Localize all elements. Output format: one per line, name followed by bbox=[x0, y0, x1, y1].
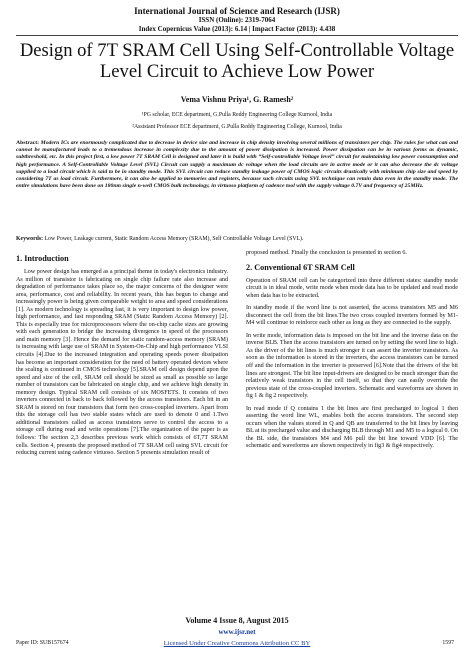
journal-link[interactable]: www.ijsr.net bbox=[218, 628, 256, 636]
header-divider bbox=[16, 35, 458, 36]
keywords-label: Keywords: bbox=[16, 236, 44, 242]
paragraph-standby: In standby mode if the word line is not asserted, the access transistors M5 and M6 disconnect the cell from the bit lines.The two cross coupled inverters formed by M1-M4 will continue to reinforce each other as long as they are connected to the supply. bbox=[246, 305, 458, 327]
affiliation-1: ¹PG scholar, ECE department, G.Pulla Reddy Engineering College Kurnool, India bbox=[141, 112, 333, 118]
authors: Vema Vishnu Priya¹, G. Ramesh² bbox=[180, 95, 294, 104]
paragraph-write: In write mode, information data is imposed on the bit line and the inverse data on the inverse BLB. Then the access transistors are turned on by setting the word line to high. As the driver of the bit lines is much stronger it can assert the inverter transistors. As soon as the information is stored in the inverters, the access transistors can be turned off and the information in the inverter is preserved [6].Note that the drivers of the bit lines are strongest. The bit line input-drivers are designed to be much stronger than the relatively weak transistors in the cell itself, so that they can easily override the previous state of the cross-coupled inverters. Schematic and waveforms are shown in fig 1 & fig 2 respectively. bbox=[246, 332, 458, 400]
abstract-label: Abstract: bbox=[16, 140, 40, 146]
abstract-text: Modern ICs are enormously complicated due to decrease in device size and increase in chip density involving several millions of transistors per chip. The rules for what can and cannot be manufactured leads to a tremendous increase in complexity due to the amount of power dissipation is increased. Power dissipation can be in various forms as dynamic, subthreshold, etc. In this project first, a low power 7T SRAM Cell is designed and later it is build with “Self-controllable Voltage level” circuit for maintaining low power consumption and high performance. A Self-Controllable Voltage Level (SVL) Circuit can supply a maximum dc voltage when the load circuits are in active mode or it can also decrease the dc voltage supplied to a load circuit which is said to be in standby mode. This SVL circuit can reduce standby leakage power of CMOS logic circuits drastically with minimum chip size and speed by considering 7T as load circuit. Furthermore, it can also be applied to memories and registers, because such circuits using SVL technique can retain data even in the standby mode. The entire simulations have been done on 180nm single n-well CMOS bulk technology, in virtuoso platform of cadence tool with the supply voltage 0.7V and frequency of 25MHz. bbox=[16, 140, 459, 190]
impact-factor: Index Copernicus Value (2013): 6.14 | Impact Factor (2013): 4.438 bbox=[138, 25, 336, 33]
introduction-continuation: proposed method. Finally the conclusion is presented in section 6. bbox=[246, 250, 407, 256]
keywords bbox=[16, 236, 458, 243]
section-heading-6t-sram: 2. Conventional 6T SRAM Cell bbox=[246, 262, 355, 272]
abstract bbox=[16, 140, 458, 190]
paragraph-read: In read mode if Q contains 1 the bit lines are first precharged to logical 1 then asserting the word line WL, enables both the access transistors. The second step occurs when the values stored in Q and QB are transferred to the bit lines by leaving BL at its precharged value and discharging BLB through M1 and M5 to a logical 0. On the BL side, the transistors M4 and M6 pull the bit line toward VDD [6]. The schematic and waveforms are shown respectively in fig3 & fig4 respectively. bbox=[246, 405, 458, 450]
right-column bbox=[246, 250, 458, 456]
paper-title: Design of 7T SRAM Cell Using Self-Controllable Voltage Level Circuit to Achieve Low Power bbox=[19, 40, 455, 82]
license-link[interactable]: Licensed Under Creative Commons Attribution CC BY bbox=[163, 640, 311, 647]
footer-url[interactable] bbox=[0, 628, 474, 636]
introduction-paragraph: Low power design has emerged as a principal theme in today's electronics industry. As million of transistor is fabricating on single chip failure rate also increase and degradation of performance takes place so, the major concerns of the designer were area, performance, cost and reliability. In recent years, this has begun to change and increasingly power is being given comparable weight to area and speed considerations [1]. As modern technology is spreading fast, it is very important to design low power, high performance, and fast responding SRAM (Static Random Access Memory) [2]. This is especially true for microprocessors where the on-chip cache sizes are growing with each generation to bridge the increasing divergence in speed of the processors and main memory [3]. Hence the demand for static random-access memory (SRAM) is increasing with large use of SRAM in System-On-Chip and high performance VLSI circuits [4].Due to the increased integration and operating speeds power dissipation has become an important consideration for the need of battery operated devices where the scaling is continued in CMOS technology [5].SRAM cell design depend upon the speed and size of the cell, SRAM cell should be sized as small as possible so large number of transistors can be fabricated on single chip, and we achieve high density in memory design. Typical SRAM cell consists of six MOSFETS. It consists of two inverters connected in back to back followed by the access transistors. Each bit in an SRAM is stored on four transistors that form two cross-coupled inverters. Apart from this the storage cell has two stable states which are used to denote 0 and 1.Two additional transistors called as access transistors serve to control the access to a storage cell during read and write operations [7].The organization of the paper is as follows: The section 2,3 describes previous work which consists of 6T,7T SRAM cells. Section 4, presents the proposed method of 7T SRAM cell using SVL circuit for reducing current using cadence virtuoso. Section 5 presents simulation result of bbox=[16, 269, 228, 457]
affiliation-2: ²Assistant Professor ECE department, G.Pulla Reddy Engineering College, Kurnool, India bbox=[132, 124, 342, 130]
section-heading-introduction: 1. Introduction bbox=[16, 254, 69, 263]
issn: ISSN (Online): 2319-7064 bbox=[198, 16, 276, 24]
paragraph-operation: Operation of SRAM cell can be categorized into three different states: standby mode circuit is in ideal mode, write mode when mode data has to be updated and read mode when data has to be extracted. bbox=[246, 277, 458, 299]
journal-name: International Journal of Science and Research (IJSR) bbox=[134, 6, 340, 16]
page-number: 1597 bbox=[442, 640, 454, 646]
keywords-text: Low Power, Leakage current, Static Random Access Memory (SRAM), Self Controllable Voltage Level (SVL). bbox=[44, 236, 304, 242]
footer-volume: Volume 4 Issue 8, August 2015 bbox=[185, 616, 289, 625]
left-column bbox=[16, 250, 228, 463]
paper-id: Paper ID: SUB157674 bbox=[16, 640, 69, 646]
